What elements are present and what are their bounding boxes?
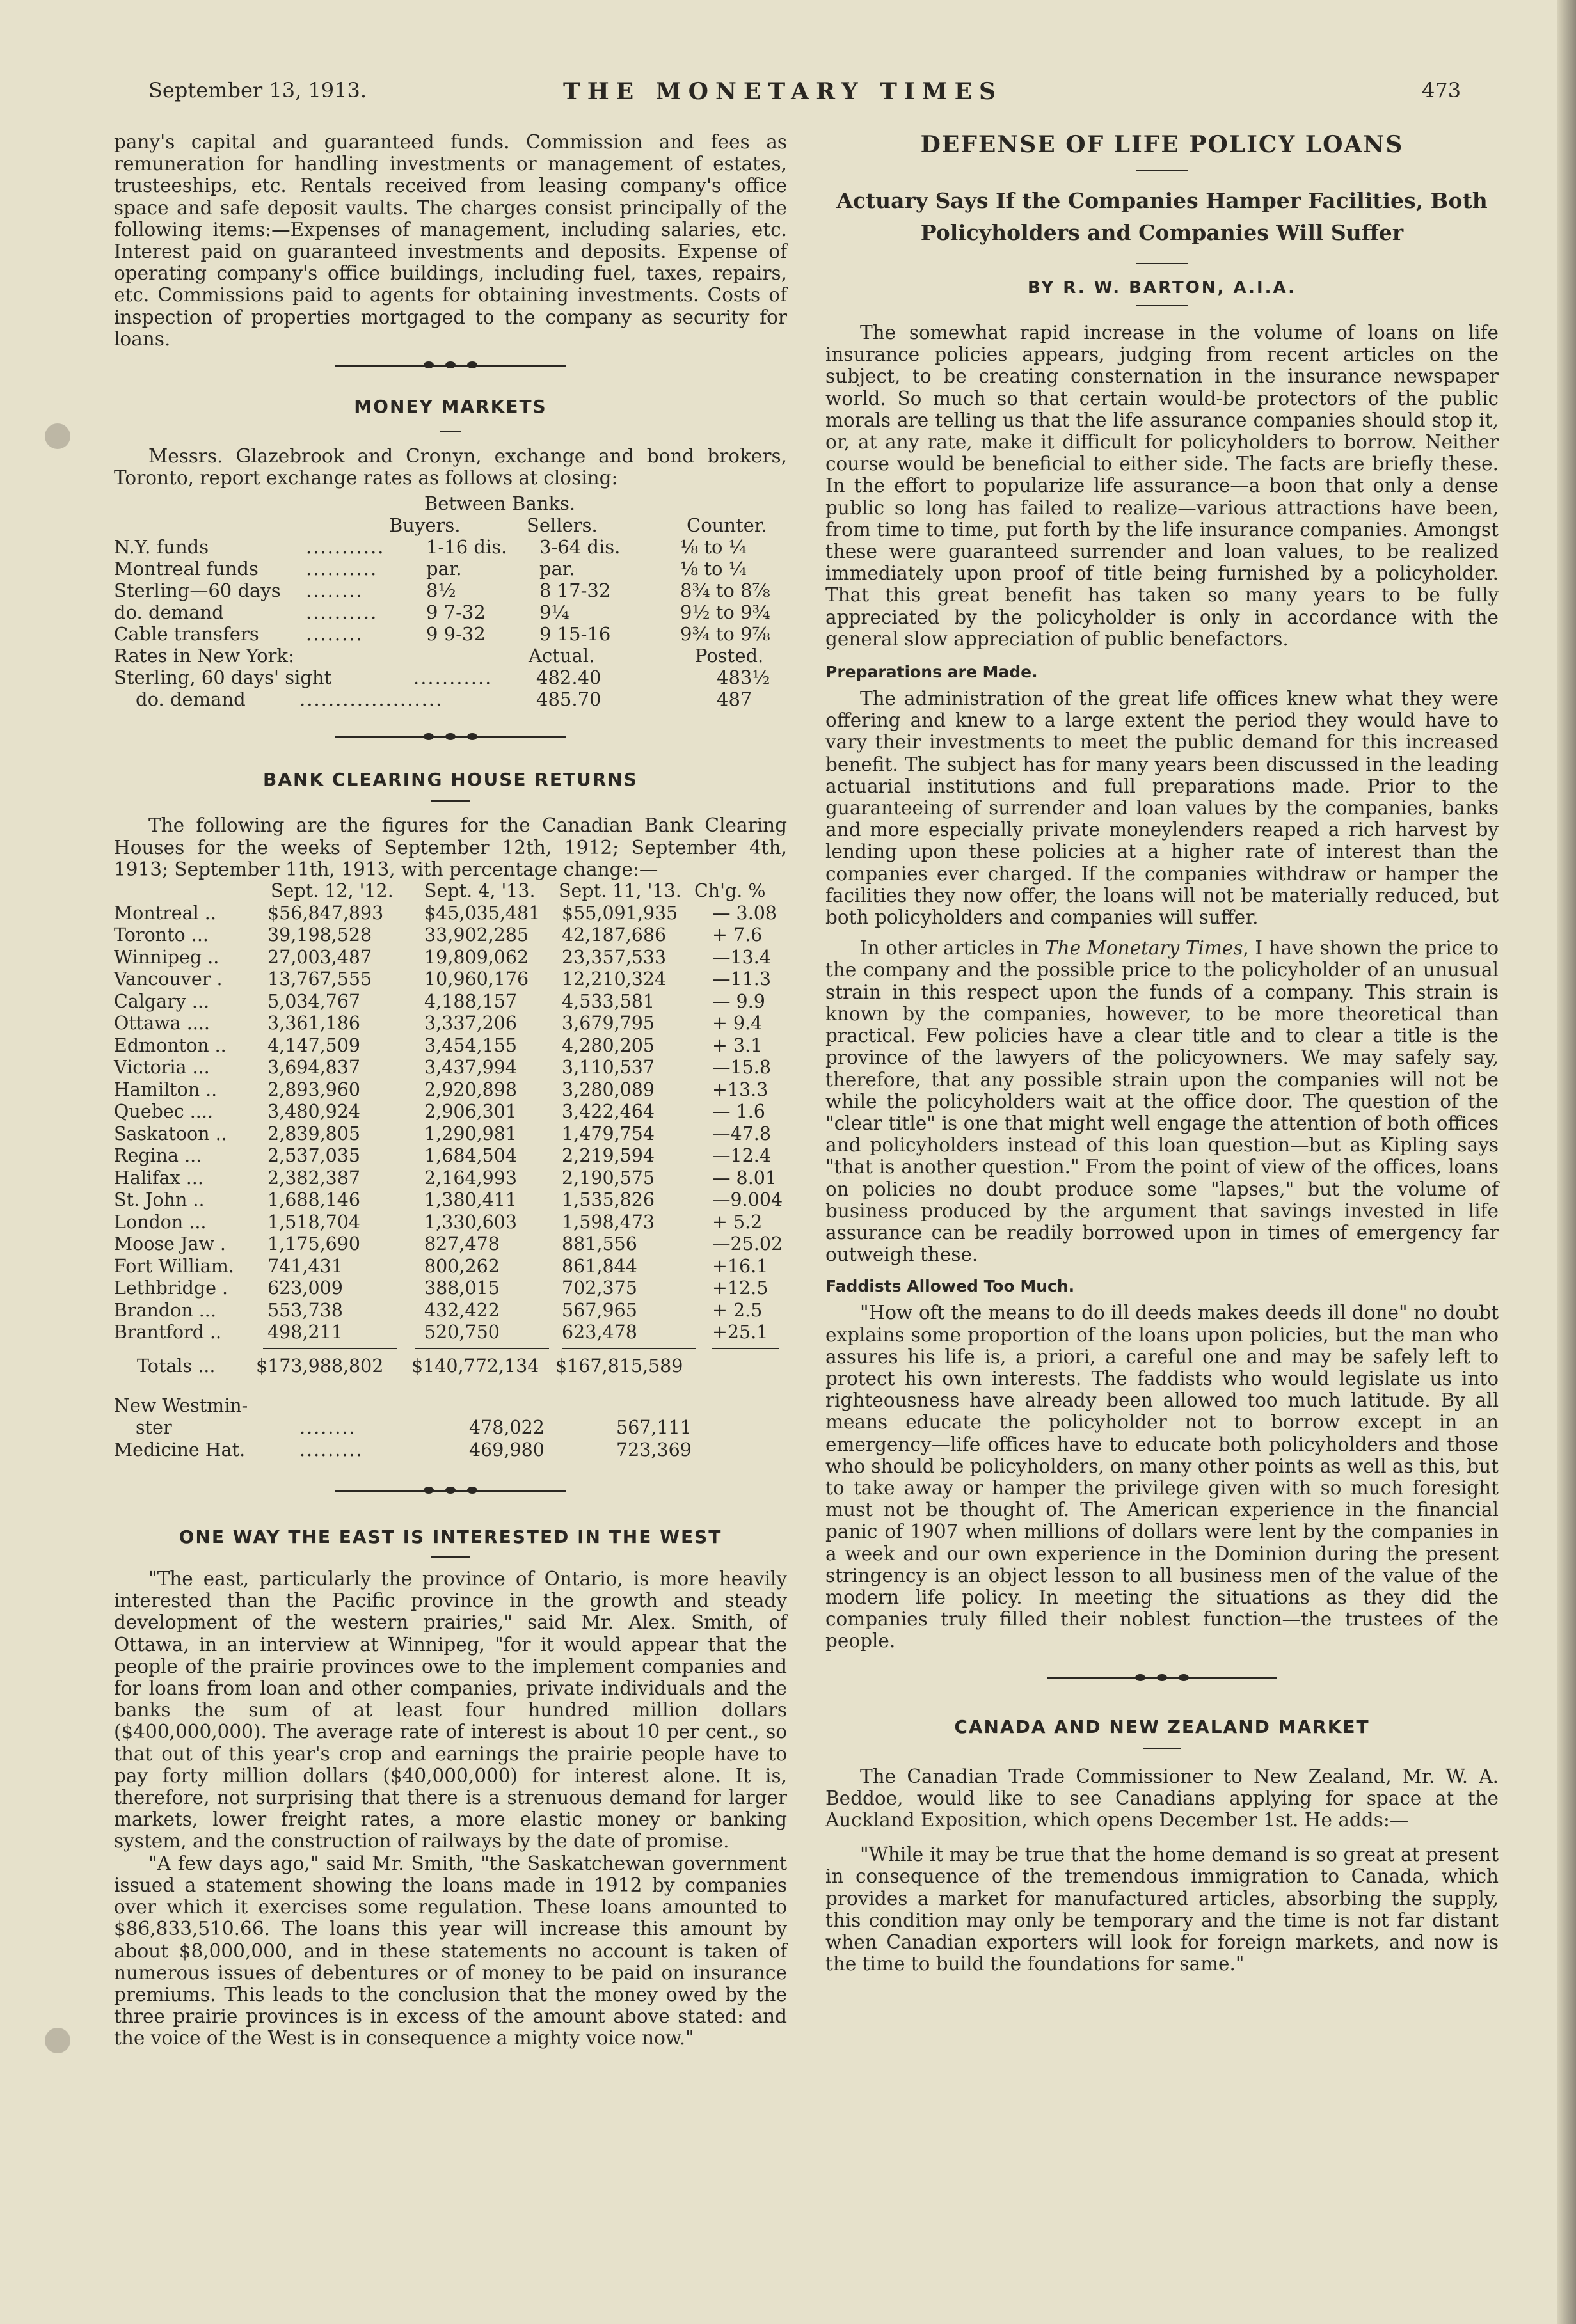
clearing-1912: 3,361,186 bbox=[267, 1013, 361, 1034]
clearing-change: + 3.1 bbox=[712, 1034, 763, 1056]
ny-rate-posted: 483½ bbox=[717, 667, 770, 689]
clearing-row bbox=[114, 1101, 787, 1123]
clearing-change: — 1.6 bbox=[712, 1101, 765, 1123]
ny-rate-rows bbox=[114, 667, 787, 710]
clearing-table bbox=[114, 880, 787, 1461]
rate-label: Sterling—60 days bbox=[114, 580, 281, 602]
clearing-1912: 3,694,837 bbox=[267, 1057, 361, 1079]
clearing-1912: 1,175,690 bbox=[267, 1233, 361, 1255]
clearing-sept11: 1,598,473 bbox=[562, 1211, 655, 1233]
clearing-sept4: 827,478 bbox=[424, 1233, 500, 1255]
clearing-extra-city: Medicine Hat. bbox=[114, 1439, 246, 1460]
clearing-extra-sept4: 469,980 bbox=[469, 1439, 545, 1460]
clearing-extra-rows bbox=[114, 1395, 787, 1462]
clearing-row bbox=[114, 968, 787, 991]
clearing-sept4: 2,920,898 bbox=[424, 1079, 518, 1100]
rate-counter: 8¾ to 8⅞ bbox=[680, 580, 770, 602]
clearing-city: Halifax ... bbox=[114, 1167, 203, 1189]
clearing-sept4: 1,330,603 bbox=[424, 1211, 518, 1233]
clearing-1912: 13,767,555 bbox=[267, 968, 372, 990]
article-paragraph: "How oft the means to do ill deeds makes deeds ill done" no doubt explains some proportion of the loans upon policies, but the man who assures his life is, a priori, a careful one and may be safely left to protect his own interests. The faddists who would legislate us into righteousness have already been allowed too much latitude. By all means educate the policyholder not to borrow except in an emergency—life offices have to educate both policyholders and those who should be policyholders, on many other points as well as this, but to take away or hamper the privilege given with so much foresight must not be thought of. The American experience in the financial panic of 1907 when millions of dollars were lent by the companies in a week and our own experience in the Dominion during the present stringency is an object lesson to all business men of the value of the modern life policy. In meeting the situations as they did the companies truly filled their noblest function—the trustees of the people. bbox=[825, 1302, 1499, 1652]
page-edge-shadow bbox=[1557, 0, 1576, 2324]
clearing-change: +25.1 bbox=[712, 1322, 768, 1343]
clearing-city: Ottawa .... bbox=[114, 1013, 210, 1034]
east-west-paragraph: "A few days ago," said Mr. Smith, "the Saskatchewan government issued a statement showing the loans made in 1912 by companies over which it exercises some regulation. These loans amounted to $86,833,510.66. The loans this year will increase this amount by about $8,000,000, and in these statements no account is taken of numerous issues of debentures or of money to be paid on insurance premiums. This leads to the conclusion that the money owed by the three prairie provinces is in excess of the amount above stated: and the voice of the West is in consequence a mighty voice now." bbox=[114, 1852, 787, 2050]
clearing-sept11: 881,556 bbox=[562, 1233, 637, 1255]
clearing-extra-sept4: 478,022 bbox=[469, 1417, 545, 1439]
rate-sellers: par. bbox=[539, 558, 575, 580]
binding-hole bbox=[45, 423, 70, 449]
rate-counter: ⅛ to ¼ bbox=[680, 558, 747, 580]
clearing-row bbox=[114, 1123, 787, 1146]
section-ornament bbox=[335, 361, 566, 369]
money-markets-intro: Messrs. Glazebrook and Cronyn, exchange and bond brokers, Toronto, report exchange rates as follows at closing: bbox=[114, 445, 787, 489]
clearing-1912: 27,003,487 bbox=[267, 946, 372, 968]
clearing-sept4: 1,684,504 bbox=[424, 1145, 518, 1167]
clearing-sept11: 702,375 bbox=[562, 1277, 637, 1299]
clearing-extra-row bbox=[114, 1395, 787, 1418]
clearing-1912: 553,738 bbox=[267, 1299, 343, 1321]
sellers-header: Sellers. bbox=[527, 514, 598, 537]
clearing-sept4: 4,188,157 bbox=[424, 990, 518, 1012]
clearing-row bbox=[114, 1277, 787, 1300]
clearing-row bbox=[114, 1300, 787, 1322]
clearing-1912: 2,893,960 bbox=[267, 1079, 361, 1100]
clearing-sept4: 2,164,993 bbox=[424, 1167, 518, 1189]
article-paragraph: In other articles in The Monetary Times, I have shown the price to the company and the possible price to the policyholder of an unusual strain in this respect upon the funds of a company. This strain is known by the companies, however, to be more theoretical than practical. Few policies have a clear title and to clear a title is the province of the lawyers of the policyowners. We may safely say, therefore, that any possible strain upon the companies will not be while the policyholders wait at the office door. The question of the "clear title" is one that might well engage the attention of both offices and policyholders instead of this loan question—but as Kipling says "that is another question." From the point of view of the offices, loans on policies no doubt produce some "lapses," but the volume of business produced by the argument that savings invested in life assurance can be readily borrowed upon in times of emergency far outweigh these. bbox=[825, 937, 1499, 1266]
clearing-change: + 2.5 bbox=[712, 1299, 763, 1321]
section-ornament bbox=[335, 1487, 566, 1494]
clearing-city: Moose Jaw . bbox=[114, 1233, 226, 1255]
totals-1912: $173,988,802 bbox=[256, 1355, 384, 1377]
clearing-sept11: 2,190,575 bbox=[562, 1167, 655, 1189]
clearing-city: Edmonton .. bbox=[114, 1034, 227, 1056]
clearing-row bbox=[114, 947, 787, 969]
clearing-1912: $56,847,893 bbox=[267, 902, 384, 924]
clearing-extra-city-cont: ster bbox=[136, 1417, 172, 1439]
between-banks-header: Between Banks. bbox=[424, 493, 576, 515]
clearing-sept4: 520,750 bbox=[424, 1322, 500, 1343]
clearing-city: Brandon ... bbox=[114, 1299, 216, 1321]
rate-label: Cable transfers bbox=[114, 623, 259, 645]
rate-buyers: 9 9-32 bbox=[426, 623, 486, 645]
exchange-rate-row bbox=[114, 623, 787, 645]
issue-date: September 13, 1913. bbox=[148, 78, 367, 102]
canada-nz-title: CANADA AND NEW ZEALAND MARKET bbox=[954, 1716, 1370, 1737]
clearing-change: —47.8 bbox=[712, 1123, 771, 1144]
clearing-sept4: 3,337,206 bbox=[424, 1013, 518, 1034]
clearing-1912: 1,518,704 bbox=[267, 1211, 361, 1233]
right-column bbox=[825, 131, 1499, 1975]
posted-header: Posted. bbox=[695, 645, 764, 667]
clearing-sept11: 42,187,686 bbox=[562, 924, 667, 946]
clearing-sept4: 1,290,981 bbox=[424, 1123, 518, 1144]
clearing-sept11: 3,110,537 bbox=[562, 1057, 655, 1079]
clearing-row bbox=[114, 1013, 787, 1035]
clearing-row bbox=[114, 1233, 787, 1256]
article-byline: BY R. W. BARTON, A.I.A. bbox=[1027, 278, 1297, 297]
left-column bbox=[114, 131, 787, 2050]
clearing-city: Montreal .. bbox=[114, 902, 216, 924]
clearing-column-header: Sept. 11, '13. bbox=[559, 880, 681, 902]
article-title: DEFENSE OF LIFE POLICY LOANS bbox=[920, 131, 1404, 158]
clearing-city: Regina ... bbox=[114, 1145, 202, 1167]
exchange-rate-row bbox=[114, 580, 787, 601]
rate-sellers: 8 17-32 bbox=[539, 580, 611, 602]
running-header bbox=[0, 78, 1576, 110]
totals-label: Totals ... bbox=[137, 1355, 216, 1377]
rate-leader: ........ bbox=[306, 623, 363, 645]
rate-buyers: 9 7-32 bbox=[426, 601, 486, 624]
clearing-1912: 4,147,509 bbox=[267, 1034, 361, 1056]
clearing-city: Brantford .. bbox=[114, 1322, 222, 1343]
clearing-change: +12.5 bbox=[712, 1277, 768, 1299]
counter-header: Counter. bbox=[687, 514, 767, 537]
clearing-extra-row bbox=[114, 1417, 787, 1439]
money-markets-title: MONEY MARKETS bbox=[354, 396, 547, 418]
rate-label: do. demand bbox=[114, 601, 224, 624]
clearing-extra-leader: ........ bbox=[299, 1417, 356, 1439]
clearing-1912: 623,009 bbox=[267, 1277, 343, 1299]
clearing-sept11: 1,479,754 bbox=[562, 1123, 655, 1144]
clearing-change: —13.4 bbox=[712, 946, 771, 968]
clearing-sept11: 4,533,581 bbox=[562, 990, 655, 1012]
clearing-row bbox=[114, 1212, 787, 1234]
clearing-change: —25.02 bbox=[712, 1233, 783, 1255]
ny-rate-label: Sterling, 60 days' sight bbox=[114, 667, 332, 689]
clearing-totals-row bbox=[114, 1356, 787, 1384]
clearing-row bbox=[114, 1256, 787, 1278]
ny-rate-label: do. demand bbox=[136, 688, 246, 711]
clearing-city: London ... bbox=[114, 1211, 207, 1233]
ny-rate-posted: 487 bbox=[717, 688, 752, 711]
clearing-extra-sept11: 567,111 bbox=[616, 1417, 692, 1439]
east-west-paragraph: "The east, particularly the province of Ontario, is more heavily interested than the Pacific province in the growth and steady development of the western prairies," said Mr. Alex. Smith, of Ottawa, in an interview at Winnipeg, "for it would appear that the people of the prairie provinces owe to the implement companies and for loans from loan and other companies, private individuals and the banks the sum of at least four hundred million dollars ($400,000,000). The average rate of interest is about 10 per cent., so that out of this year's crop and earnings the prairie people have to pay forty million dollars ($40,000,000) for interest alone. It is, therefore, not surprising that there is a strenuous demand for larger markets, lower freight rates, a more elastic money or banking system, and the construction of railways by the date of promise. bbox=[114, 1568, 787, 1853]
clearing-row bbox=[114, 991, 787, 1013]
clearing-city: Quebec .... bbox=[114, 1101, 213, 1123]
clearing-1912: 5,034,767 bbox=[267, 990, 361, 1012]
article-paragraph: The somewhat rapid increase in the volume of loans on life insurance policies appears, judging from recent articles on the subject, to be creating consternation in the insurance newspaper world. So much so that certain would-be protectors of the public morals are telling us that the life assurance companies should stop it, or, at any rate, make it difficult for policyholders to borrow. Neither course would be beneficial to either side. The facts are briefly these. In the effort to popularize life assurance—a boon that only a dense public so long has failed to realize—various attractions have been, from time to time, put forth by the life insurance companies. Amongst these were guaranteed surrender and loan values, to be realized immediately upon proof of title being furnished by a policyholder. That this great benefit has taken so many years to be fully appreciated by the policyholder is only in accordance with the general slow appreciation of public benefactors. bbox=[825, 322, 1499, 650]
rate-label: Montreal funds bbox=[114, 558, 259, 580]
clearing-1912: 2,537,035 bbox=[267, 1145, 361, 1167]
clearing-sept11: 2,219,594 bbox=[562, 1145, 655, 1167]
ny-rate-leader: ........... bbox=[413, 667, 493, 689]
rate-sellers: 9¼ bbox=[539, 601, 569, 624]
clearing-row bbox=[114, 1035, 787, 1057]
clearing-city: Saskatoon .. bbox=[114, 1123, 227, 1144]
buyers-header: Buyers. bbox=[389, 514, 461, 537]
clearing-rows bbox=[114, 903, 787, 1344]
article-paragraph: The administration of the great life offices knew what they were offering and knew to a large extent the period they would have to vary their investments to meet the public demand for this increased benefit. The subject has for many years been discussed in the leading actuarial institutions and full preparations made. Prior to the guaranteeing of surrender and loan values by the companies, banks and more especially private moneylenders reaped a rich harvest by lending upon these policies at a higher rate of interest than the companies ever charged. If the companies withdraw or hamper the facilities they now offer, the loans will not be materially reduced, but both policyholders and companies will suffer. bbox=[825, 688, 1499, 929]
section-ornament bbox=[335, 733, 566, 741]
ny-rate-actual: 482.40 bbox=[536, 667, 601, 689]
clearing-change: —11.3 bbox=[712, 968, 771, 990]
clearing-sept4: 388,015 bbox=[424, 1277, 500, 1299]
exchange-rates-table bbox=[114, 493, 787, 710]
clearing-returns-title: BANK CLEARING HOUSE RETURNS bbox=[263, 769, 638, 791]
binding-hole bbox=[45, 2028, 70, 2053]
clearing-1912: 39,198,528 bbox=[267, 924, 372, 946]
rate-buyers: 8½ bbox=[426, 580, 456, 602]
totals-sept11: $167,815,589 bbox=[555, 1355, 683, 1377]
clearing-sept4: 2,906,301 bbox=[424, 1101, 518, 1123]
clearing-sept4: 1,380,411 bbox=[424, 1189, 518, 1211]
clearing-extra-city: New Westmin- bbox=[114, 1395, 248, 1416]
ny-rates-header: Rates in New York: bbox=[114, 645, 294, 667]
clearing-city: Vancouver . bbox=[114, 968, 223, 990]
publication-reference: The Monetary Times bbox=[1044, 937, 1243, 960]
section-ornament bbox=[1047, 1674, 1277, 1682]
clearing-extra-row bbox=[114, 1439, 787, 1462]
clearing-sept11: 567,965 bbox=[562, 1299, 637, 1321]
clearing-sept4: 3,437,994 bbox=[424, 1057, 518, 1079]
clearing-row bbox=[114, 924, 787, 947]
clearing-city: Hamilton .. bbox=[114, 1079, 218, 1100]
clearing-city: Lethbridge . bbox=[114, 1277, 228, 1299]
clearing-change: —9.004 bbox=[712, 1189, 783, 1211]
clearing-sept11: 861,844 bbox=[562, 1255, 637, 1277]
clearing-sept11: 623,478 bbox=[562, 1322, 637, 1343]
clearing-sept4: 432,422 bbox=[424, 1299, 500, 1321]
east-west-title: ONE WAY THE EAST IS INTERESTED IN THE WEST bbox=[179, 1526, 722, 1548]
clearing-extra-sept11: 723,369 bbox=[616, 1439, 692, 1460]
exchange-rate-row bbox=[114, 536, 787, 558]
clearing-row bbox=[114, 1189, 787, 1212]
clearing-sept11: 23,357,533 bbox=[562, 946, 667, 968]
clearing-change: +13.3 bbox=[712, 1079, 768, 1100]
clearing-intro: The following are the figures for the Canadian Bank Clearing Houses for the weeks of September 12th, 1912; September 4th, 1913; September 11th, 1913, with percentage change:— bbox=[114, 814, 787, 880]
rate-label: N.Y. funds bbox=[114, 536, 209, 558]
clearing-change: — 8.01 bbox=[712, 1167, 777, 1189]
clearing-city: Toronto ... bbox=[114, 924, 209, 946]
clearing-sept11: 1,535,826 bbox=[562, 1189, 655, 1211]
rate-counter: 9½ to 9¾ bbox=[680, 601, 770, 624]
clearing-city: Victoria ... bbox=[114, 1057, 210, 1079]
rate-sellers: 9 15-16 bbox=[539, 623, 611, 645]
clearing-row bbox=[114, 1167, 787, 1190]
clearing-column-header: Sept. 12, '12. bbox=[271, 880, 394, 902]
clearing-1912: 2,382,387 bbox=[267, 1167, 361, 1189]
clearing-change: — 3.08 bbox=[712, 902, 777, 924]
clearing-change: +16.1 bbox=[712, 1255, 768, 1277]
clearing-change: —15.8 bbox=[712, 1057, 771, 1079]
clearing-row bbox=[114, 1057, 787, 1079]
clearing-1912: 498,211 bbox=[267, 1322, 343, 1343]
rate-counter: 9¾ to 9⅞ bbox=[680, 623, 770, 645]
ny-rate-row bbox=[114, 688, 787, 710]
clearing-row bbox=[114, 1079, 787, 1102]
rate-buyers: par. bbox=[426, 558, 462, 580]
rate-leader: .......... bbox=[306, 601, 378, 624]
clearing-sept4: 3,454,155 bbox=[424, 1034, 518, 1056]
exchange-rate-row bbox=[114, 601, 787, 623]
clearing-city: St. John .. bbox=[114, 1189, 205, 1211]
clearing-city: Winnipeg .. bbox=[114, 946, 219, 968]
canada-nz-paragraph: The Canadian Trade Commissioner to New Zealand, Mr. W. A. Beddoe, would like to see Canadians applying for space at the Auckland Exposition, which opens December 1st. He adds:— bbox=[825, 1765, 1499, 1831]
clearing-change: + 5.2 bbox=[712, 1211, 763, 1233]
publication-title: THE MONETARY TIMES bbox=[563, 78, 1003, 105]
ny-rate-row bbox=[114, 667, 787, 688]
clearing-sept11: $55,091,935 bbox=[562, 902, 678, 924]
clearing-extra-leader: ......... bbox=[299, 1439, 363, 1460]
actual-header: Actual. bbox=[529, 645, 595, 667]
clearing-row bbox=[114, 1322, 787, 1344]
clearing-sept4: $45,035,481 bbox=[424, 902, 541, 924]
clearing-sept4: 33,902,285 bbox=[424, 924, 529, 946]
rate-sellers: 3-64 dis. bbox=[539, 536, 621, 558]
clearing-city: Calgary ... bbox=[114, 990, 210, 1012]
rate-leader: ........ bbox=[306, 580, 363, 602]
clearing-sept11: 12,210,324 bbox=[562, 968, 667, 990]
clearing-change: — 9.9 bbox=[712, 990, 765, 1012]
clearing-column-header: Ch'g. % bbox=[694, 880, 766, 902]
continuation-paragraph: pany's capital and guaranteed funds. Commission and fees as remuneration for handling investments or management of estates, trusteeships, etc. Rentals received from leasing company's office space and safe deposit vaults. The charges consist principally of the following items:—Expenses of management, including salaries, etc. Interest paid on guaranteed investments and deposits. Expense of operating company's office buildings, including fuel, taxes, repairs, etc. Commissions paid to agents for obtaining investments. Costs of inspection of properties mortgaged to the company as security for loans. bbox=[114, 131, 787, 350]
ny-rate-actual: 485.70 bbox=[536, 688, 601, 711]
exchange-rate-rows bbox=[114, 536, 787, 645]
clearing-column-header: Sept. 4, '13. bbox=[424, 880, 536, 902]
clearing-1912: 741,431 bbox=[267, 1255, 343, 1277]
clearing-sept4: 10,960,176 bbox=[424, 968, 529, 990]
rate-counter: ⅛ to ¼ bbox=[680, 536, 747, 558]
article-subhead: Faddists Allowed Too Much. bbox=[825, 1277, 1075, 1296]
clearing-change: + 9.4 bbox=[712, 1013, 763, 1034]
ny-rate-leader: .................... bbox=[299, 688, 443, 711]
clearing-1912: 3,480,924 bbox=[267, 1101, 361, 1123]
totals-sept4: $140,772,134 bbox=[411, 1355, 539, 1377]
page-number: 473 bbox=[1422, 78, 1461, 102]
article-subhead: Preparations are Made. bbox=[825, 663, 1038, 682]
clearing-sept11: 4,280,205 bbox=[562, 1034, 655, 1056]
clearing-city: Fort William. bbox=[114, 1255, 234, 1277]
clearing-1912: 1,688,146 bbox=[267, 1189, 361, 1211]
clearing-change: + 7.6 bbox=[712, 924, 763, 946]
clearing-sept4: 800,262 bbox=[424, 1255, 500, 1277]
clearing-sept4: 19,809,062 bbox=[424, 946, 529, 968]
clearing-change: —12.4 bbox=[712, 1145, 771, 1167]
rate-buyers: 1-16 dis. bbox=[426, 536, 507, 558]
clearing-sept11: 3,679,795 bbox=[562, 1013, 655, 1034]
article-subtitle: Actuary Says If the Companies Hamper Facilities, Both Policyholders and Companies Will Suffer bbox=[836, 188, 1488, 245]
canada-nz-paragraph: "While it may be true that the home demand is so great at present in consequence of the tremendous immigration to Canada, which provides a market for manufactured articles, absorbing the supply, this condition may only be temporary and the time is not far distant when Canadian exporters will look for foreign markets, and now is the time to build the foundations for same." bbox=[825, 1844, 1499, 1975]
rate-leader: ........... bbox=[306, 536, 385, 558]
clearing-sept11: 3,280,089 bbox=[562, 1079, 655, 1100]
exchange-rate-row bbox=[114, 558, 787, 580]
clearing-row bbox=[114, 1145, 787, 1167]
clearing-row bbox=[114, 903, 787, 925]
clearing-sept11: 3,422,464 bbox=[562, 1101, 655, 1123]
clearing-1912: 2,839,805 bbox=[267, 1123, 361, 1144]
rate-leader: .......... bbox=[306, 558, 378, 580]
